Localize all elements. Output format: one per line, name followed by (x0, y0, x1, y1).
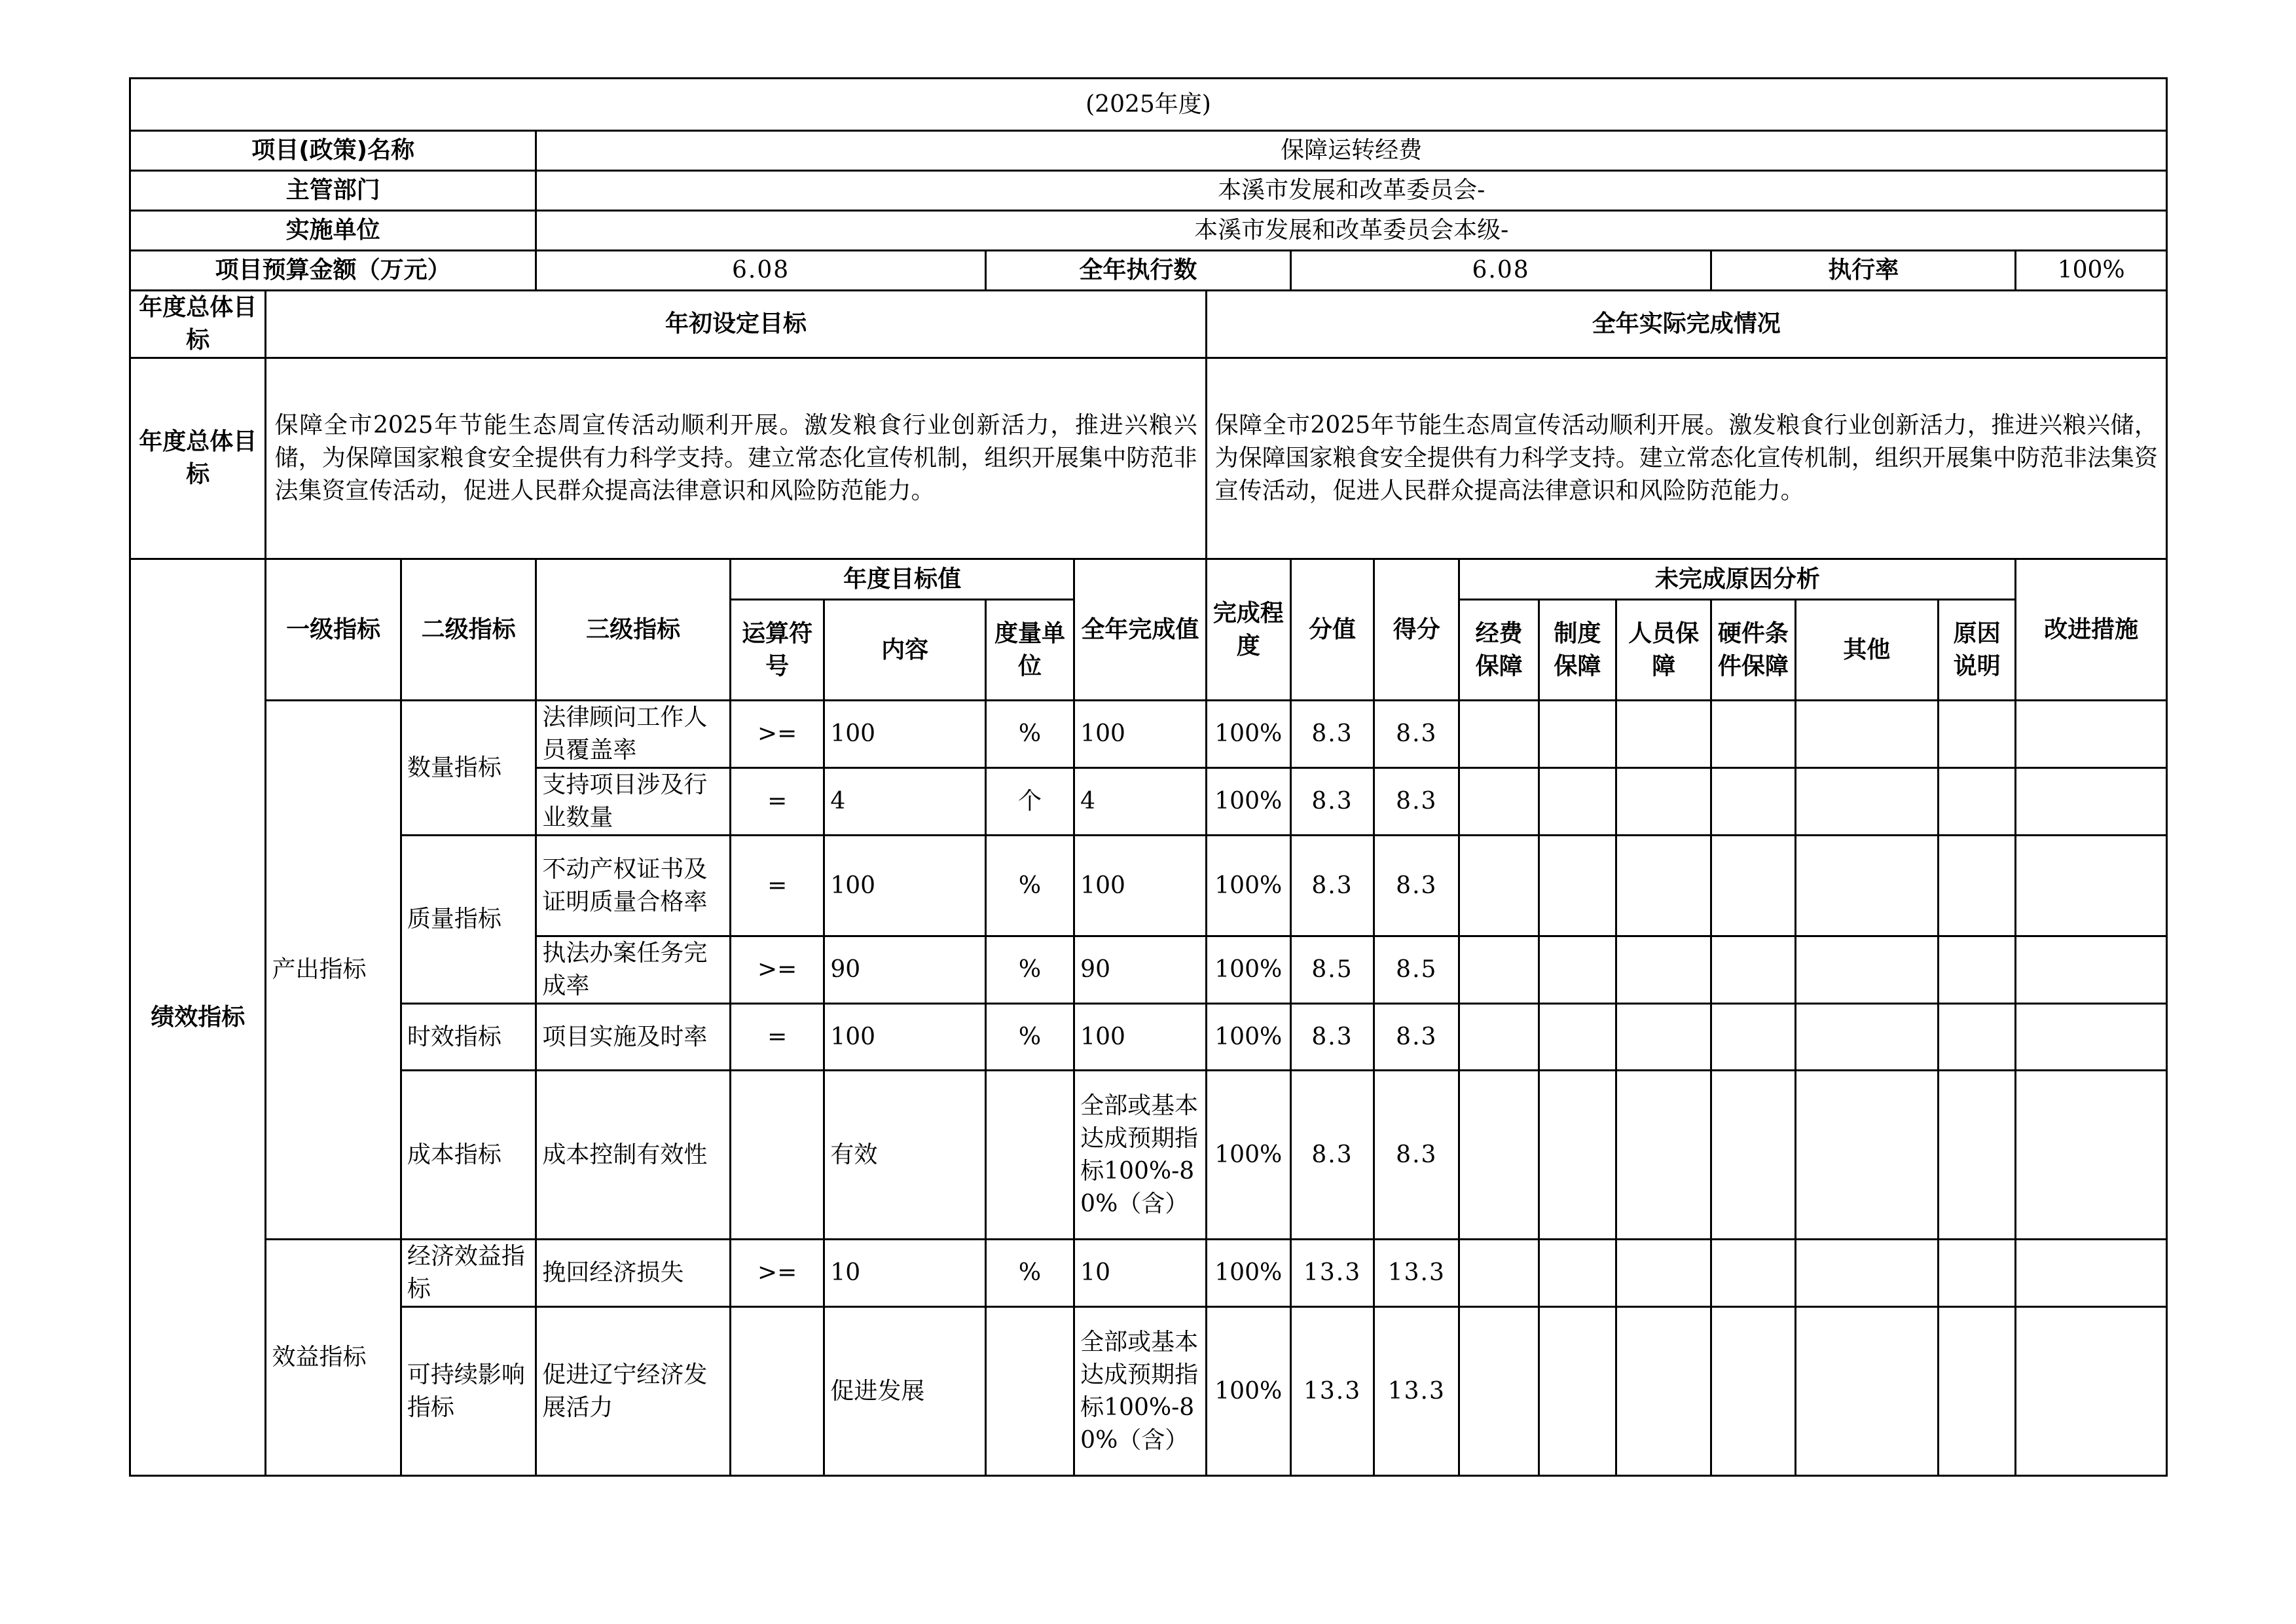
indicator-operator (731, 1307, 824, 1476)
indicator-name: 执法办案任务完成率 (536, 936, 731, 1004)
indicator-degree: 100% (1206, 1071, 1290, 1240)
empty-cell (1539, 836, 1616, 936)
indicator-score: 8.3 (1374, 701, 1459, 768)
unit-header: 度量单位 (985, 600, 1074, 701)
indicator-content: 10 (824, 1240, 986, 1307)
empty-cell (1795, 836, 1938, 936)
indicator-score-value: 8.5 (1290, 936, 1374, 1004)
indicator-unit: % (985, 836, 1074, 936)
empty-cell (1939, 1307, 2016, 1476)
indicator-unit: 个 (985, 768, 1074, 836)
goals-header-label: 年度总体目标 (130, 291, 266, 358)
indicator-degree: 100% (1206, 768, 1290, 836)
rate-value: 100% (2016, 251, 2167, 291)
empty-cell (2016, 1004, 2167, 1071)
indicator-score: 8.3 (1374, 836, 1459, 936)
indicator-actual: 100 (1074, 701, 1206, 768)
level2-time: 时效指标 (401, 1004, 536, 1071)
dept-value: 本溪市发展和改革委员会- (536, 171, 2167, 211)
indicator-actual: 90 (1074, 936, 1206, 1004)
empty-cell (1616, 1240, 1711, 1307)
performance-table (129, 77, 2168, 1477)
indicator-unit: % (985, 936, 1074, 1004)
indicator-degree: 100% (1206, 1307, 1290, 1476)
indicator-operator: >= (731, 1240, 824, 1307)
indicator-name: 项目实施及时率 (536, 1004, 731, 1071)
indicator-content: 100 (824, 836, 986, 936)
indicator-name: 挽回经济损失 (536, 1240, 731, 1307)
empty-cell (1616, 768, 1711, 836)
indicator-score-value: 8.3 (1290, 1004, 1374, 1071)
empty-cell (1939, 1240, 2016, 1307)
empty-cell (1459, 1071, 1539, 1240)
indicator-degree: 100% (1206, 701, 1290, 768)
empty-cell (1459, 1004, 1539, 1071)
score-header: 得分 (1374, 559, 1459, 701)
empty-cell (1795, 768, 1938, 836)
empty-cell (1939, 701, 2016, 768)
empty-cell (1711, 936, 1795, 1004)
empty-cell (1616, 1071, 1711, 1240)
indicator-actual: 全部或基本达成预期指标100%-80%（含） (1074, 1071, 1206, 1240)
empty-cell (1539, 701, 1616, 768)
indicator-score: 13.3 (1374, 1240, 1459, 1307)
reason-staff-header: 人员保障 (1616, 600, 1711, 701)
goals-actual-text: 保障全市2025年节能生态周宣传活动顺利开展。激发粮食行业创新活力，推进兴粮兴储，为保障国家粮食安全提供有力科学支持。建立常态化宣传机制，组织开展集中防范非法集资宣传活动，促进人民群众提高法律意识和风险防范能力。 (1206, 358, 2166, 559)
level2-sustain: 可持续影响指标 (401, 1307, 536, 1476)
level2-cost: 成本指标 (401, 1071, 536, 1240)
indicator-unit (985, 1307, 1074, 1476)
reason-explain-header: 原因说明 (1939, 600, 2016, 701)
unit-value: 本溪市发展和改革委员会本级- (536, 211, 2167, 251)
indicator-score-value: 8.3 (1290, 701, 1374, 768)
indicator-operator (731, 1071, 824, 1240)
level2-quantity: 数量指标 (401, 701, 536, 836)
indicator-unit: % (985, 701, 1074, 768)
perf-indicators-label: 绩效指标 (130, 559, 266, 1476)
indicator-content: 有效 (824, 1071, 986, 1240)
indicator-score-value: 8.3 (1290, 1071, 1374, 1240)
level2-header: 二级指标 (401, 559, 536, 701)
indicator-score: 13.3 (1374, 1307, 1459, 1476)
reason-hardware-header: 硬件条件保障 (1711, 600, 1795, 701)
empty-cell (1795, 1307, 1938, 1476)
empty-cell (1711, 836, 1795, 936)
empty-cell (2016, 836, 2167, 936)
indicator-content: 4 (824, 768, 986, 836)
rate-label: 执行率 (1711, 251, 2016, 291)
empty-cell (2016, 701, 2167, 768)
empty-cell (1459, 1307, 1539, 1476)
degree-header: 完成程度 (1206, 559, 1290, 701)
budget-value: 6.08 (536, 251, 986, 291)
empty-cell (1939, 1004, 2016, 1071)
indicator-operator: >= (731, 701, 824, 768)
indicator-actual: 4 (1074, 768, 1206, 836)
dept-label: 主管部门 (130, 171, 536, 211)
empty-cell (2016, 1071, 2167, 1240)
empty-cell (1539, 1240, 1616, 1307)
reason-other-header: 其他 (1795, 600, 1938, 701)
score-value-header: 分值 (1290, 559, 1374, 701)
empty-cell (1711, 1071, 1795, 1240)
level2-quality: 质量指标 (401, 836, 536, 1004)
empty-cell (2016, 936, 2167, 1004)
level1-header: 一级指标 (266, 559, 401, 701)
target-group-header: 年度目标值 (731, 559, 1074, 600)
indicator-score-value: 8.3 (1290, 836, 1374, 936)
indicator-score: 8.3 (1374, 1071, 1459, 1240)
level3-header: 三级指标 (536, 559, 731, 701)
actual-header: 全年完成值 (1074, 559, 1206, 701)
empty-cell (2016, 1307, 2167, 1476)
executed-value: 6.08 (1290, 251, 1711, 291)
indicator-name: 法律顾问工作人员覆盖率 (536, 701, 731, 768)
empty-cell (1795, 701, 1938, 768)
indicator-content: 促进发展 (824, 1307, 986, 1476)
empty-cell (1459, 701, 1539, 768)
empty-cell (1539, 1071, 1616, 1240)
indicator-score-value: 13.3 (1290, 1307, 1374, 1476)
empty-cell (2016, 768, 2167, 836)
indicator-degree: 100% (1206, 836, 1290, 936)
empty-cell (2016, 1240, 2167, 1307)
empty-cell (1939, 936, 2016, 1004)
indicator-operator: = (731, 768, 824, 836)
empty-cell (1616, 701, 1711, 768)
indicator-content: 100 (824, 701, 986, 768)
indicator-degree: 100% (1206, 1004, 1290, 1071)
unit-label: 实施单位 (130, 211, 536, 251)
indicator-unit (985, 1071, 1074, 1240)
empty-cell (1616, 936, 1711, 1004)
empty-cell (1711, 1307, 1795, 1476)
empty-cell (1539, 1307, 1616, 1476)
level1-benefit: 效益指标 (266, 1240, 401, 1476)
indicator-degree: 100% (1206, 936, 1290, 1004)
reason-funding-header: 经费保障 (1459, 600, 1539, 701)
empty-cell (1939, 1071, 2016, 1240)
empty-cell (1616, 836, 1711, 936)
level1-output: 产出指标 (266, 701, 401, 1240)
indicator-score: 8.5 (1374, 936, 1459, 1004)
executed-label: 全年执行数 (985, 251, 1290, 291)
indicator-degree: 100% (1206, 1240, 1290, 1307)
empty-cell (1795, 936, 1938, 1004)
indicator-actual: 100 (1074, 1004, 1206, 1071)
budget-label: 项目预算金额（万元） (130, 251, 536, 291)
empty-cell (1539, 936, 1616, 1004)
indicator-content: 100 (824, 1004, 986, 1071)
empty-cell (1711, 1004, 1795, 1071)
empty-cell (1539, 1004, 1616, 1071)
empty-cell (1711, 701, 1795, 768)
empty-cell (1539, 768, 1616, 836)
empty-cell (1459, 936, 1539, 1004)
reason-system-header: 制度保障 (1539, 600, 1616, 701)
indicator-operator: = (731, 1004, 824, 1071)
empty-cell (1795, 1240, 1938, 1307)
indicator-score: 8.3 (1374, 768, 1459, 836)
reason-group-header: 未完成原因分析 (1459, 559, 2016, 600)
improve-header: 改进措施 (2016, 559, 2167, 701)
project-name-label: 项目(政策)名称 (130, 131, 536, 171)
indicator-actual: 10 (1074, 1240, 1206, 1307)
empty-cell (1711, 768, 1795, 836)
indicator-name: 不动产权证书及证明质量合格率 (536, 836, 731, 936)
goals-actual-header: 全年实际完成情况 (1206, 291, 2166, 358)
indicator-name: 促进辽宁经济发展活力 (536, 1307, 731, 1476)
empty-cell (1939, 836, 2016, 936)
indicator-actual: 全部或基本达成预期指标100%-80%（含） (1074, 1307, 1206, 1476)
goals-row-label: 年度总体目标 (130, 358, 266, 559)
empty-cell (1459, 1240, 1539, 1307)
indicator-name: 支持项目涉及行业数量 (536, 768, 731, 836)
indicator-unit: % (985, 1240, 1074, 1307)
report-year-title: (2025年度) (130, 79, 2167, 131)
empty-cell (1795, 1004, 1938, 1071)
goals-set-text: 保障全市2025年节能生态周宣传活动顺利开展。激发粮食行业创新活力，推进兴粮兴储，为保障国家粮食安全提供有力科学支持。建立常态化宣传机制，组织开展集中防范非法集资宣传活动，促进人民群众提高法律意识和风险防范能力。 (266, 358, 1206, 559)
indicator-unit: % (985, 1004, 1074, 1071)
indicator-operator: = (731, 836, 824, 936)
indicator-operator: >= (731, 936, 824, 1004)
level2-economic: 经济效益指标 (401, 1240, 536, 1307)
indicator-score-value: 13.3 (1290, 1240, 1374, 1307)
empty-cell (1711, 1240, 1795, 1307)
empty-cell (1459, 768, 1539, 836)
indicator-score: 8.3 (1374, 1004, 1459, 1071)
empty-cell (1616, 1307, 1711, 1476)
empty-cell (1795, 1071, 1938, 1240)
indicator-actual: 100 (1074, 836, 1206, 936)
project-name-value: 保障运转经费 (536, 131, 2167, 171)
indicator-name: 成本控制有效性 (536, 1071, 731, 1240)
empty-cell (1616, 1004, 1711, 1071)
empty-cell (1939, 768, 2016, 836)
content-header: 内容 (824, 600, 986, 701)
goals-set-header: 年初设定目标 (266, 291, 1206, 358)
indicator-content: 90 (824, 936, 986, 1004)
operator-header: 运算符号 (731, 600, 824, 701)
empty-cell (1459, 836, 1539, 936)
indicator-score-value: 8.3 (1290, 768, 1374, 836)
